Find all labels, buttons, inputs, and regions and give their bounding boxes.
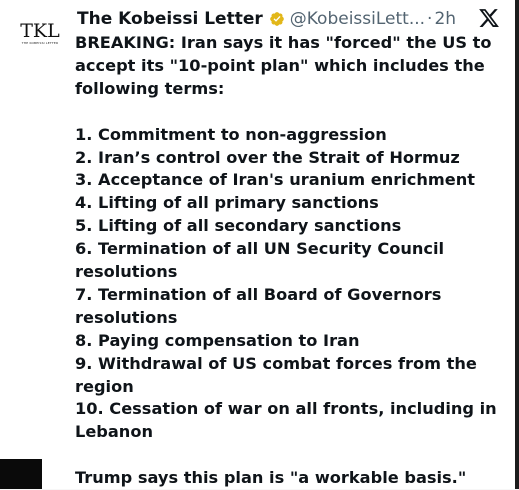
avatar[interactable] <box>18 22 62 48</box>
right-edge-frame <box>515 0 519 489</box>
list-item: 6. Termination of all UN Security Council resolutions <box>75 239 445 282</box>
list-item: 3. Acceptance of Iran's uranium enrichment <box>75 170 476 190</box>
list-item: 4. Lifting of all primary sanctions <box>75 193 379 213</box>
list-item: 2. Iran’s control over the Strait of Hormuz <box>75 147 460 167</box>
post-closing: Trump says this plan is "a workable basis." <box>75 468 467 488</box>
post-intro: BREAKING: Iran says it has "forced" the US to accept its "10-point plan" which includes the following terms: <box>75 33 492 98</box>
author-name[interactable]: The Kobeissi Letter <box>77 9 263 29</box>
list-item: 5. Lifting of all secondary sanctions <box>75 216 402 236</box>
post-body <box>75 32 505 490</box>
list-item: 10. Cessation of war on all fronts, including in Lebanon <box>75 399 497 442</box>
list-item: 9. Withdrawal of US combat forces from the region <box>75 353 477 396</box>
list-item: 8. Paying compensation to Iran <box>75 330 360 350</box>
avatar-logo-subtext: THE KOBEISSI LETTER <box>21 41 59 45</box>
post-header <box>77 8 456 30</box>
verified-badge-icon <box>269 11 285 27</box>
post-timestamp[interactable]: 2h <box>434 9 457 29</box>
list-item: 7. Termination of all Board of Governors resolutions <box>75 284 442 327</box>
avatar-logo-text: TKL <box>20 20 60 42</box>
author-handle[interactable]: @KobeissiLett... <box>289 9 426 29</box>
terms-list <box>75 124 505 445</box>
separator-dot: · <box>427 9 433 29</box>
media-thumbnail[interactable] <box>0 459 42 489</box>
list-item: 1. Commitment to non-aggression <box>75 124 387 144</box>
x-logo-icon[interactable] <box>478 7 500 29</box>
